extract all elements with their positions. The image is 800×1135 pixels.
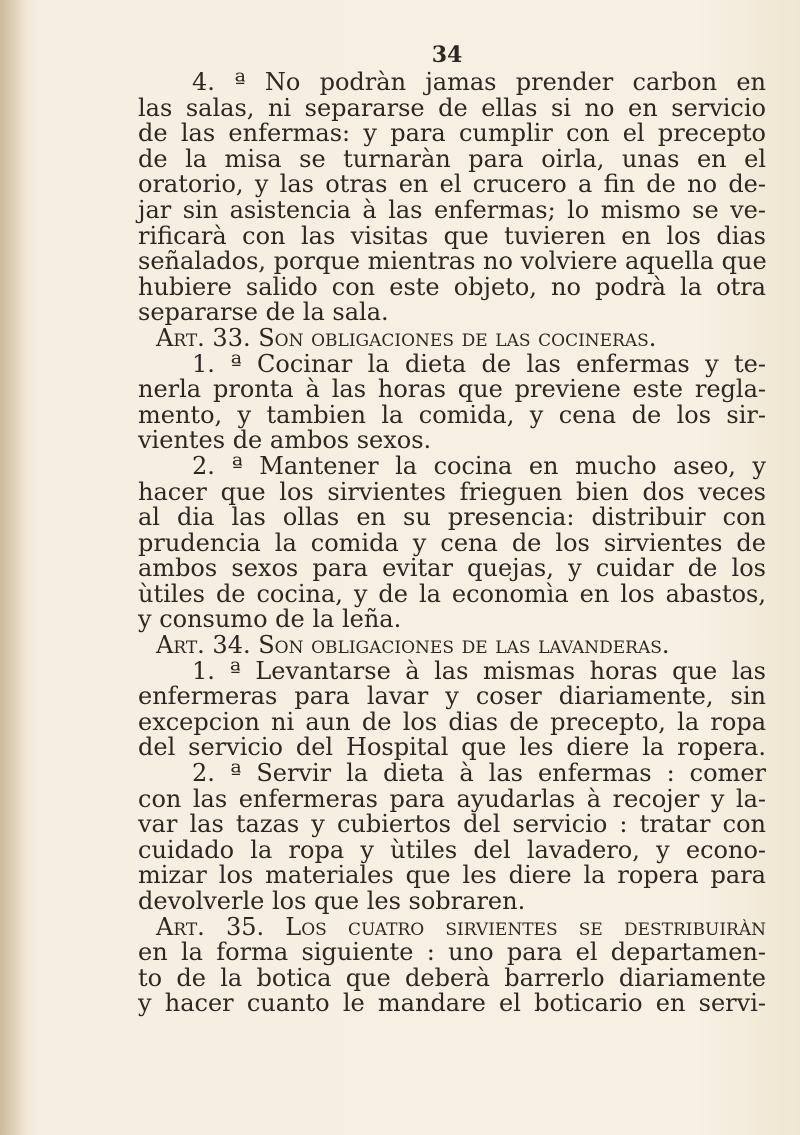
text-line: jar sin asistencia à las enfermas; lo mismo se ve- <box>138 195 766 224</box>
text-line: 1. ª Cocinar la dieta de las enfermas y te- <box>192 349 766 378</box>
text-line: devolverle los que les sobraren. <box>138 887 526 915</box>
text-line: vientes de ambos sexos. <box>138 426 432 455</box>
text-line: 2. ª Servir la dieta à las enfermas : comer <box>192 759 766 788</box>
text-line: 2. ª Mantener la cocina en mucho aseo, y <box>192 451 766 480</box>
article-heading: Art. 34. Son obligaciones de las lavanderas. <box>156 631 670 660</box>
article-heading: Art. 33. Son obligaciones de las cocineras. <box>156 323 657 352</box>
text-line: rificarà con las visitas que tuvieren en los dias <box>138 221 766 250</box>
text-line: mento, y tambien la comida, y cena de los sir- <box>138 400 766 429</box>
text-line: ambos sexos para evitar quejas, y cuidar de los <box>138 554 766 583</box>
text-line: excepcion ni aun de los dias de precepto, la ropa <box>138 707 766 736</box>
text-line: del servicio del Hospital que les diere la ropera. <box>138 733 766 762</box>
text-line: de las enfermas: y para cumplir con el precepto <box>138 119 766 148</box>
text-line: 4. ª No podràn jamas prender carbon en <box>192 68 766 96</box>
text-line: hacer que los sirvientes frieguen bien dos veces <box>138 477 766 506</box>
text-line: y consumo de la leña. <box>138 605 402 634</box>
text-line: hubiere salido con este objeto, no podrà la otra <box>138 272 766 301</box>
text-line: separarse de la sala. <box>138 298 389 327</box>
text-line: prudencia la comida y cena de los sirvientes de <box>138 528 766 557</box>
text-line: de la misa se turnaràn para oirla, unas en el <box>138 144 766 173</box>
text-line: las salas, ni separarse de ellas si no en servicio <box>138 93 766 122</box>
text-line: nerla pronta à las horas que previene este regla- <box>138 375 766 404</box>
binding-shadow <box>0 0 26 1135</box>
text-line: al dia las ollas en su presencia: distribuir con <box>138 503 766 532</box>
text-line: con las enfermeras para ayudarlas à recojer y la- <box>138 784 766 813</box>
text-line: ùtiles de cocina, y de la economìa en los abastos, <box>138 579 766 608</box>
text-line: cuidado la ropa y ùtiles del lavadero, y econo- <box>138 835 766 864</box>
text-line: 1. ª Levantarse à las mismas horas que las <box>192 656 766 685</box>
text-line: señalados, porque mientras no volviere aquella que <box>138 247 767 276</box>
text-line: y hacer cuanto le mandare el boticario en servi- <box>138 989 766 1018</box>
text-line: en la forma siguiente : uno para el departamen- <box>138 938 766 967</box>
text-line: var las tazas y cubiertos del servicio : tratar con <box>138 810 766 839</box>
text-line: enfermeras para lavar y coser diariamente, sin <box>138 682 766 711</box>
page-number: 34 <box>431 42 463 68</box>
text-line: oratorio, y las otras en el crucero a fin de no de- <box>138 170 766 199</box>
text-line: mizar los materiales que les diere la ropera para <box>138 861 766 890</box>
page-text <box>138 42 766 1017</box>
article-heading: Art. 35. Los cuatro sirvientes se destribuiràn <box>156 912 766 941</box>
text-line: to de la botica que deberà barrerlo diariamente <box>138 963 766 992</box>
